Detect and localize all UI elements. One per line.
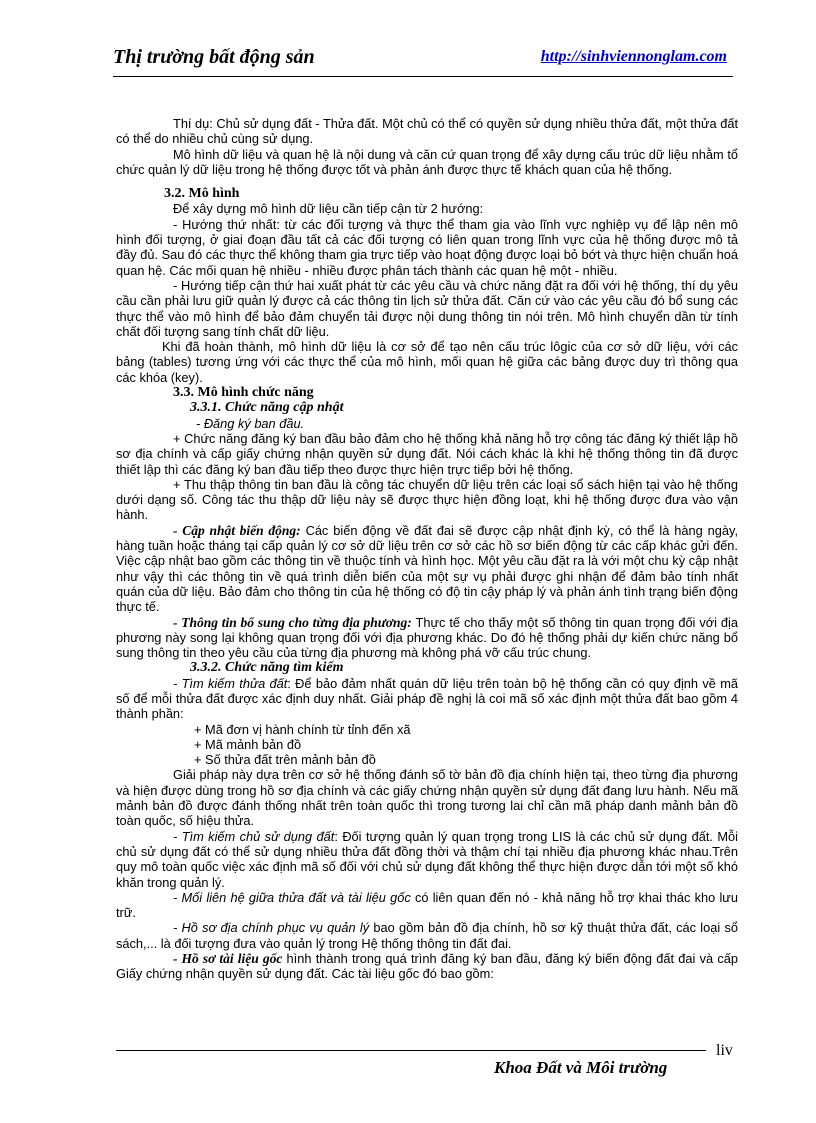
- term-text: : Để bảo đảm nhất quán dữ liệu trên toàn bộ hệ thống cần có quy định về mã số để mỗi thửa đất được xác định duy nhất. Giải pháp đề nghị là coi mã số xác định một thửa đất bao gồm 4 thành phần:: [116, 675, 738, 722]
- document-body: [116, 116, 738, 982]
- term-text: hình thành trong quá trình đăng ký ban đầu, đăng ký biến động đất đai và cấp Giấy chứng nhận quyền sử dụng đất. Các tài liệu gốc đó bao gồm:: [116, 951, 738, 982]
- paragraph: + Chức năng đăng ký ban đầu bảo đảm cho hệ thống khả năng hỗ trợ công tác đăng ký thiết lập hồ sơ địa chính và cấp giấy chứng nhận quyền sử dụng đất. Nói cách khác là khi hệ thống thông tin đã được thiết lập thì các đăng ký ban đầu tiếp theo được thực hiện trực tiếp bởi hệ thống.: [116, 430, 738, 477]
- header-link[interactable]: http://sinhviennonglam.com: [540, 48, 727, 65]
- term-text: Các biến động về đất đai sẽ được cập nhật định kỳ, có thể là hàng ngày, hàng tuần hoặc tháng tại cấp quản lý cơ sở dữ liệu trên cơ sở các hồ sơ biến động từ các cấp khác gửi đến. Việc cập nhật bao gồm các thông tin về thuộc tính và hình học. Một yêu cầu đặt ra là với một chu kỳ cập nhật như vậy thì các thông tin về quá trình diễn biến của một sự vụ phải được ghi nhận để đảm bảo tính nhất quán của dữ liệu. Bảo đảm cho thông tin của hệ thống có độ tin cậy pháp lý và phản ánh tình trạng biến động thực tế.: [116, 522, 738, 615]
- list-item: + Số thửa đất trên mảnh bản đồ: [194, 752, 376, 768]
- page-header: [113, 46, 733, 76]
- list-item: + Mã đơn vị hành chính từ tỉnh đến xã: [194, 721, 411, 737]
- paragraph: Mô hình dữ liệu và quan hệ là nội dung và căn cứ quan trọng để xây dựng cấu trúc dữ liệu nhằm tổ chức quản lý dữ liệu trong hệ thống được tốt và phản ánh được thực tế khách quan của hệ thống.: [116, 146, 738, 177]
- term-label: - Thông tin bổ sung cho từng địa phương:: [173, 614, 412, 630]
- paragraph: - Hướng tiếp cận thứ hai xuất phát từ các yêu cầu và chức năng đặt ra đối với hệ thống, thí dụ yêu cầu cần phải lưu giữ quản lý được cả các thông tin lịch sử thửa đất. Căn cứ vào các yêu cầu đó bổ sung các thực thể vào mô hình để bảo đảm chuyển tải được nội dung thông tin nói trên. Mô hình chuyển dần từ tính chất đối tượng sang tính chất dữ liệu.: [116, 277, 738, 339]
- term-label: - Hồ sơ tài liệu gốc: [173, 951, 283, 967]
- paragraph: [116, 890, 738, 921]
- footer-department: Khoa Đất và Môi trường: [494, 1058, 668, 1077]
- paragraph: [116, 523, 738, 615]
- paragraph: Giải pháp này dựa trên cơ sở hệ thống đánh số tờ bản đồ địa chính hiện tại, theo từng địa phương và hiện được dùng trong hồ sơ địa chính và các giấy chứng nhận quyền sử dụng đất đang lưu hành. Nếu mã mảnh bản đồ được đánh thống nhất trên toàn quốc thì trong tương lai chỉ cần mã pháp danh mảnh bản đồ toàn quốc, số hiệu thửa.: [116, 767, 738, 829]
- term-text: bao gồm bản đồ địa chính, hồ sơ kỹ thuật thửa đất, các loại sổ sách,... là đối tượng đưa vào quản lý trong Hệ thống thông tin đất đai.: [116, 920, 738, 951]
- footer-divider: [116, 1050, 706, 1051]
- section-heading: 3.2. Mô hình: [164, 186, 240, 202]
- header-divider: [113, 76, 733, 77]
- term-text: Thực tế cho thấy một số thông tin quan trọng đối với địa phương này song lại không quan trọng đối với địa phương khác. Do đó hệ thống phải dự kiến chức năng bổ sung thông tin theo yêu cầu của từng địa phương mà không phá vỡ cấu trúc chung.: [116, 614, 738, 661]
- term-label: - Tìm kiếm thửa đất: [173, 675, 288, 691]
- paragraph: [116, 920, 738, 951]
- paragraph: Khi đã hoàn thành, mô hình dữ liệu là cơ sở để tạo nên cấu trúc lôgic của cơ sở dữ liệu, với các bảng (tables) tương ứng với các thực thể của mô hình, mối quan hệ giữa các bảng được duy trì thông qua các khóa (key).: [116, 339, 738, 385]
- paragraph: [116, 676, 738, 722]
- term-label: - Hồ sơ địa chính phục vụ quản lý: [173, 920, 370, 936]
- section-heading: 3.3. Mô hình chức năng: [173, 385, 314, 401]
- term-label: - Cập nhật biến động:: [173, 522, 301, 538]
- paragraph: - Hướng thứ nhất: từ các đối tượng và thực thể tham gia vào lĩnh vực nghiệp vụ để lập nên mô hình đối tượng, ở giai đoạn đầu tất cả các đối tượng có liên quan trong lĩnh vực của hệ thống được mô tả đầy đủ. Sau đó các thực thể không tham gia trực tiếp vào hoạt động được loại bỏ bớt và thực hiện chuẩn hoá quan hệ. Các mối quan hệ nhiều - nhiều được phân tách thành các quan hệ một - nhiều.: [116, 216, 738, 278]
- paragraph: + Thu thập thông tin ban đầu là công tác chuyển dữ liệu trên các loại sổ sách hiện tại vào hệ thống dưới dạng số. Công tác thu thập dữ liệu này sẽ được thực hiện đồng loạt, khi hệ thống được đưa vào vận hành.: [116, 476, 738, 523]
- paragraph: Để xây dựng mô hình dữ liệu cần tiếp cận từ 2 hướng:: [173, 201, 484, 217]
- term-text: : Đối tượng quản lý quan trọng trong LIS là các chủ sử dụng đất. Mỗi chủ sử dụng đất có thể sử dụng nhiều thửa đất đồng thời và thậm chí tại nhiều địa phương khác nhau.Trên quy mô toàn quốc việc xác định mã số đối với chủ sử dụng đất không thể thực hiện được dẫn tới một số khó khăn trong quản lý.: [116, 828, 738, 890]
- page-number: liv: [716, 1042, 733, 1059]
- term-label: - Mối liên hệ giữa thửa đất và tài liệu gốc: [173, 889, 411, 905]
- term-label: - Tìm kiếm chủ sử dụng đất: [173, 828, 335, 844]
- term-text: có liên quan đến nó - khả năng hỗ trợ khai thác kho lưu trữ.: [116, 889, 738, 921]
- paragraph: [116, 615, 738, 661]
- header-title: Thị trường bất động sản: [113, 46, 315, 68]
- list-item: + Mã mảnh bản đồ: [194, 736, 302, 752]
- subsection-heading: 3.3.1. Chức năng cập nhật: [190, 400, 344, 416]
- paragraph: [116, 829, 738, 890]
- paragraph: [116, 951, 738, 982]
- paragraph: Thí dụ: Chủ sử dụng đất - Thửa đất. Một chủ có thể có quyền sử dụng nhiều thửa đất, một thửa đất có thể do nhiều chủ cùng sử dụng.: [116, 116, 738, 147]
- subsection-label: - Đăng ký ban đầu.: [196, 415, 305, 431]
- subsection-heading: 3.3.2. Chức năng tìm kiếm: [190, 660, 344, 676]
